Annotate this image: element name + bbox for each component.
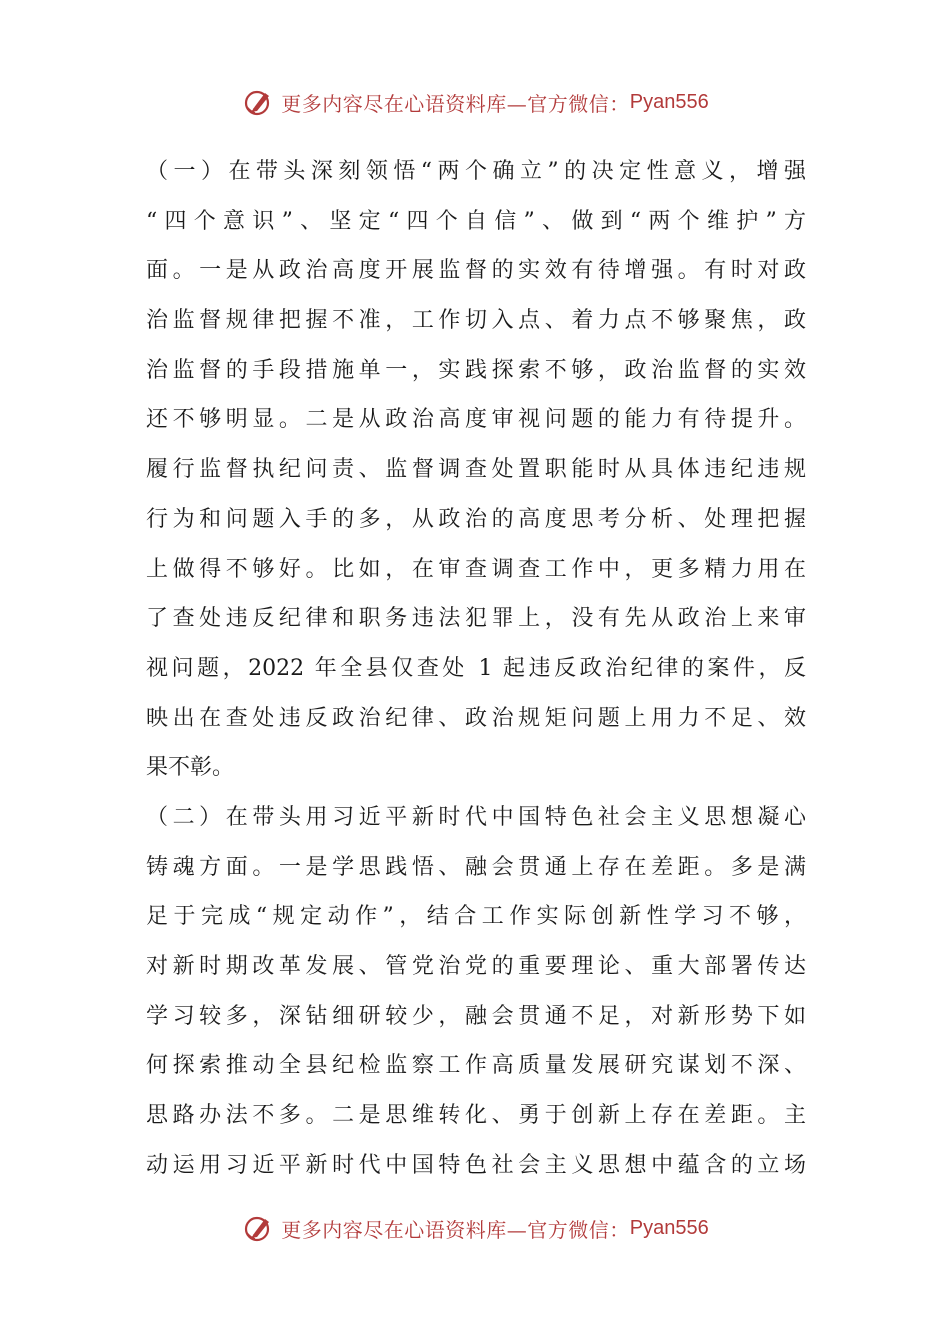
banner-wechat-id: Pyan556 [629,90,709,113]
text-line: 动运用习近平新时代中国特色社会主义思想中蕴含的立场 [146,1152,806,1178]
paragraph-2 [146,793,806,1191]
text-line: 上做得不够好。比如，在审查调查工作中，更多精力用在 [146,556,806,582]
text-line: 果不彰。 [146,755,235,781]
text-line: 学习较多，深钻细研较少，融会贯通不足，对新形势下如 [146,1003,806,1029]
text-line: 铸魂方面。一是学思践悟、融会贯通上存在差距。多是满 [146,854,806,880]
text-line: 映出在查处违反政治纪律、政治规矩问题上用力不足、效 [146,705,806,731]
text-line: 视问题，2022 年全县仅查处 1 起违反政治纪律的案件，反 [146,655,806,681]
banner-text: 更多内容尽在心语资料库—官方微信： [281,91,630,116]
document-body [146,147,806,1190]
watermark-banner-top [0,82,950,122]
text-line: 面。一是从政治高度开展监督的实效有待增强。有时对政 [146,258,806,284]
pen-nib-circle-icon [241,1211,275,1245]
text-line: “四个意识”、坚定“四个自信”、做到“两个维护”方 [146,208,806,234]
text-line: 何探索推动全县纪检监察工作高质量发展研究谋划不深、 [146,1053,806,1079]
text-line: （二）在带头用习近平新时代中国特色社会主义思想凝心 [146,804,806,830]
text-line: 行为和问题入手的多，从政治的高度思考分析、处理把握 [146,506,806,532]
paragraph-1 [146,147,806,793]
text-line: 思路办法不多。二是思维转化、勇于创新上存在差距。主 [146,1103,806,1129]
banner-text: 更多内容尽在心语资料库—官方微信： [281,1217,630,1242]
text-line: 治监督规律把握不准，工作切入点、着力点不够聚焦，政 [146,308,806,334]
text-line: 履行监督执纪问责、监督调查处置职能时从具体违纪违规 [146,457,806,483]
text-line: 足于完成“规定动作”，结合工作实际创新性学习不够， [146,904,806,930]
pen-nib-circle-icon [241,85,275,119]
text-line: 还不够明显。二是从政治高度审视问题的能力有待提升。 [146,407,806,433]
text-line: 治监督的手段措施单一，实践探索不够，政治监督的实效 [146,357,806,383]
text-line: （一）在带头深刻领悟“两个确立”的决定性意义，增强 [146,159,806,184]
text-line: 了查处违反纪律和职务违法犯罪上，没有先从政治上来审 [146,606,806,632]
watermark-banner-bottom [0,1208,950,1248]
banner-wechat-id: Pyan556 [629,1216,709,1239]
text-line: 对新时期改革发展、管党治党的重要理论、重大部署传达 [146,954,806,979]
